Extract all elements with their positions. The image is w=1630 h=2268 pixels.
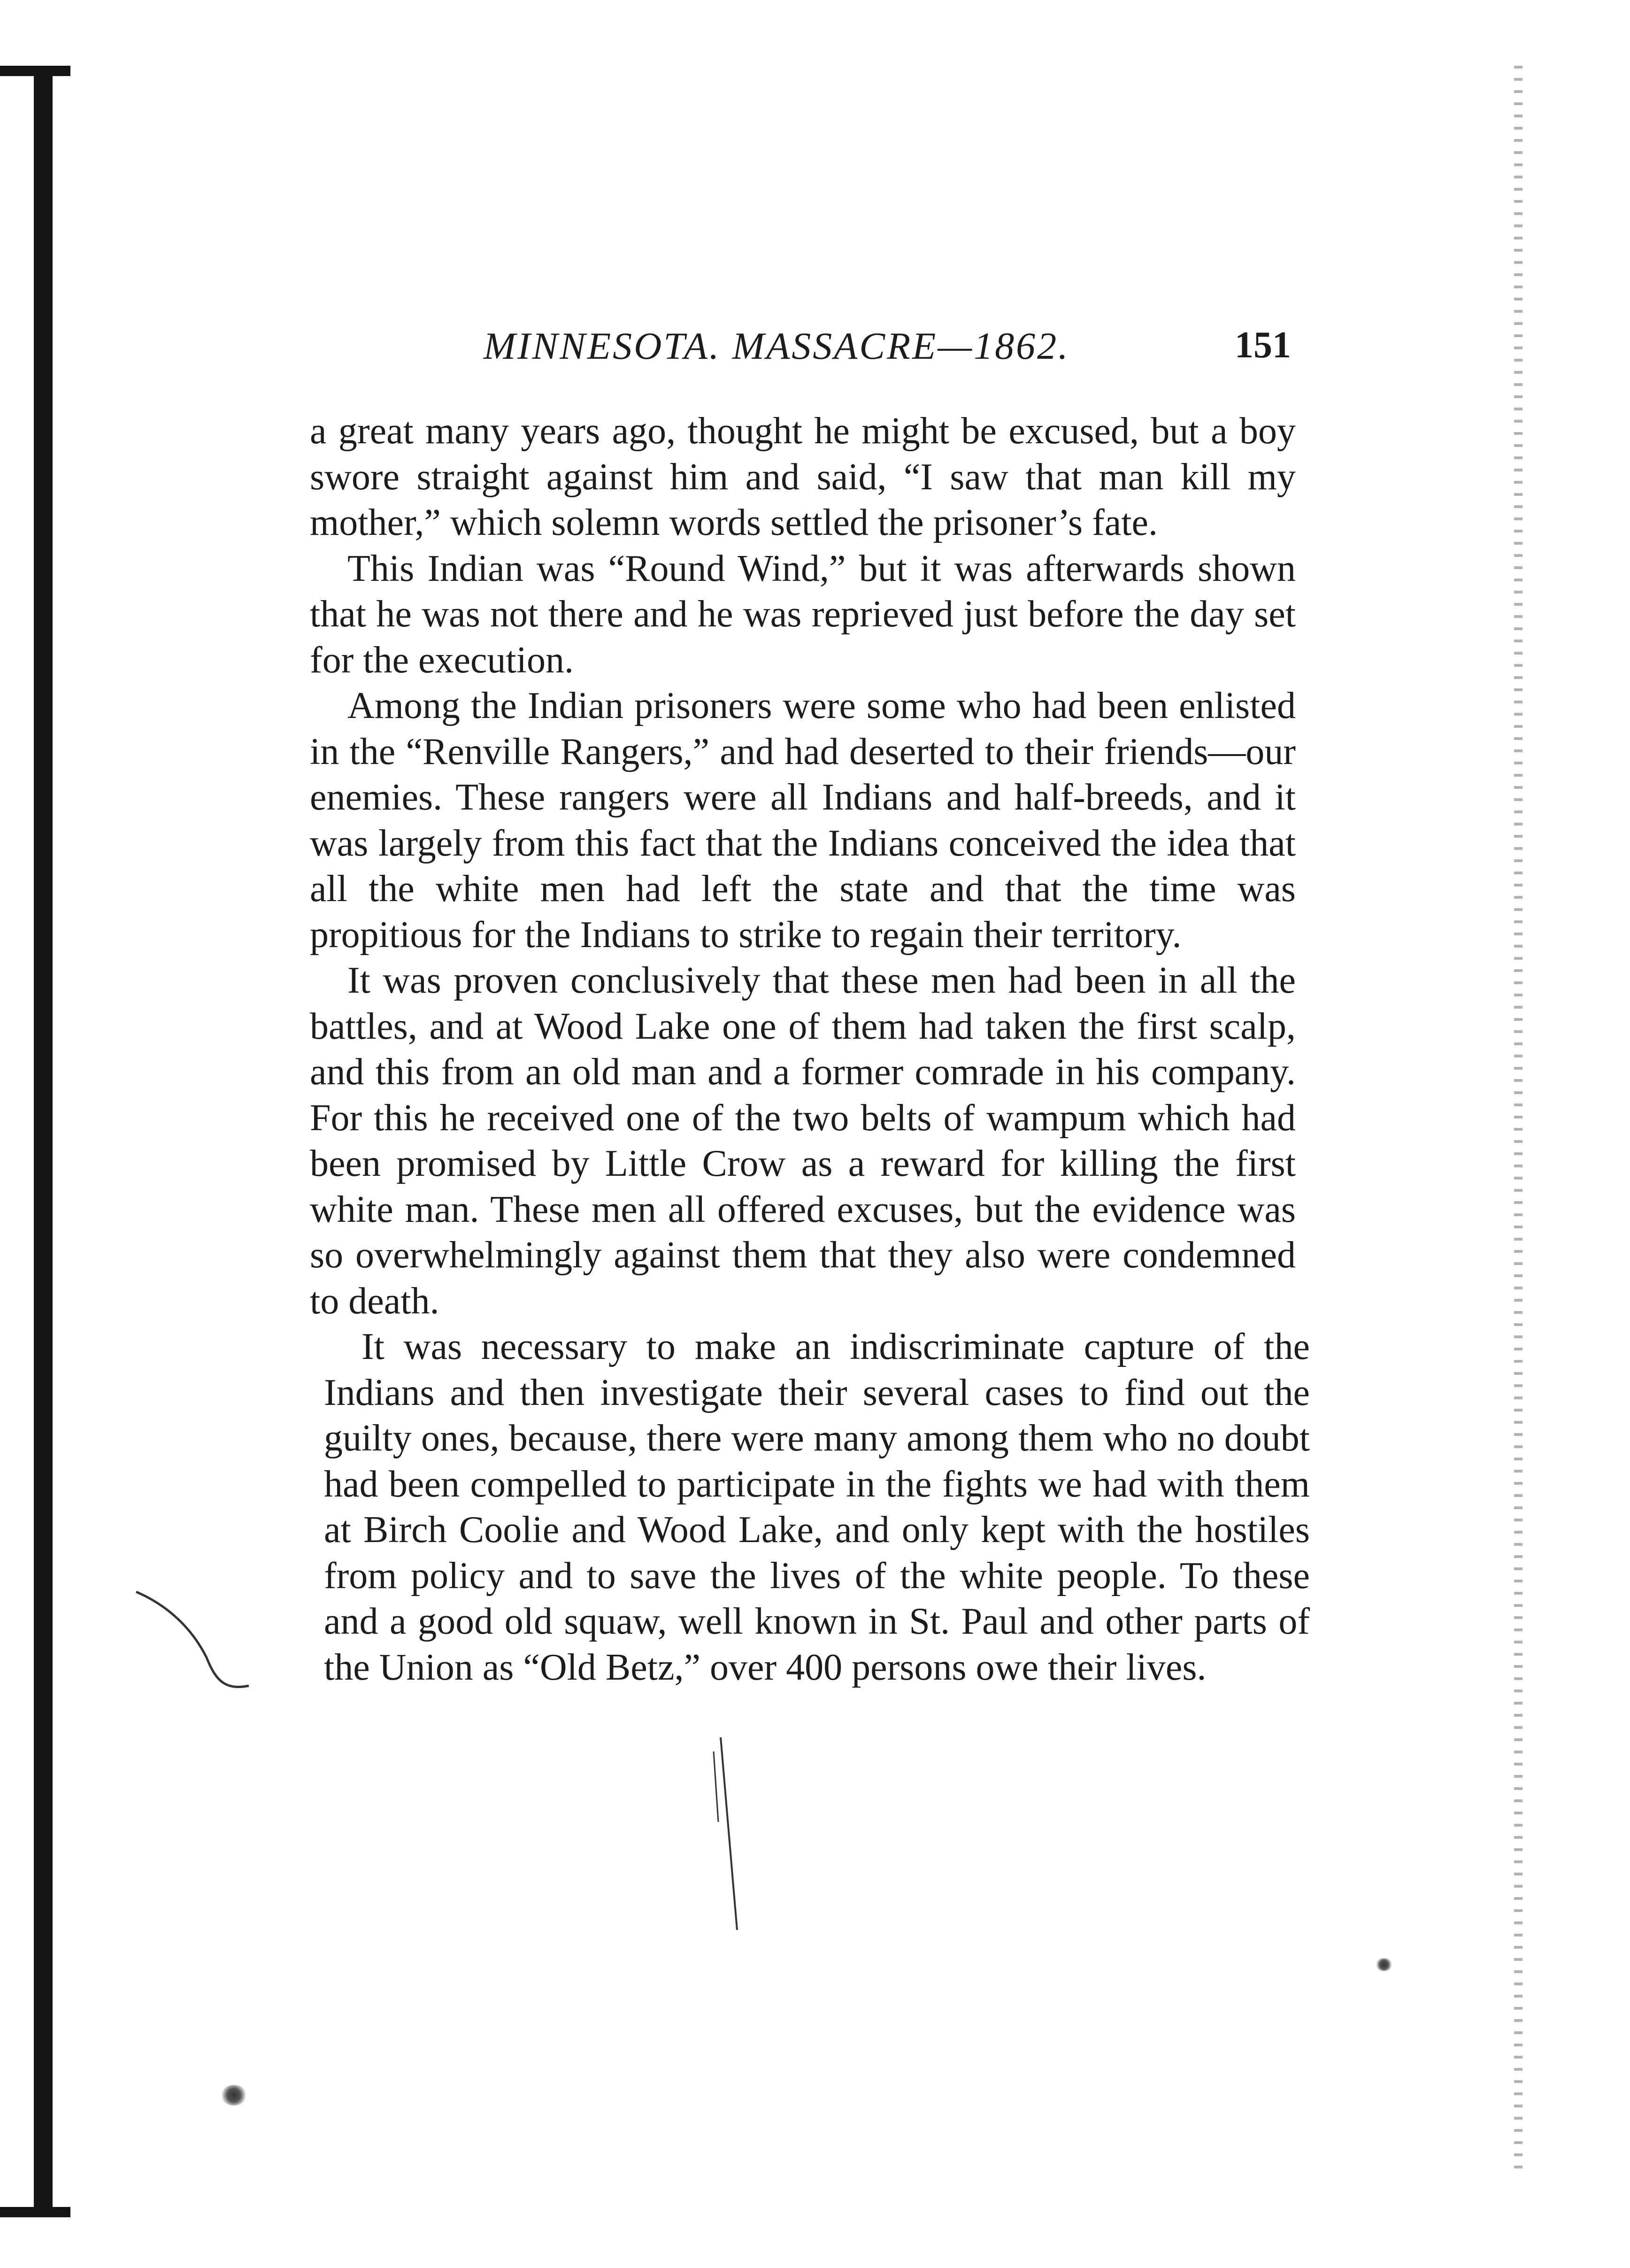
paragraph-2: This Indian was “Round Wind,” but it was afterwards shown that he was not there and he was reprieved just before the day set for the execution. bbox=[310, 548, 1296, 681]
running-head bbox=[484, 324, 1291, 380]
ink-smudge-bottom-left bbox=[221, 2085, 247, 2106]
paragraph-5: It was necessary to make an indiscriminate capture of the Indians and then investigate their several cases to find out the guilty ones, because, there were many among them who no doubt had been compelled to participate in the fights we had with them at Birch Coolie and Wood Lake, and only kept with the hostiles from policy and to save the lives of the white people. To these and a good old squaw, well known in St. Paul and other parts of the Union as “Old Betz,” over 400 persons owe their lives. bbox=[324, 1326, 1310, 1688]
vertical-pencil-line bbox=[721, 1737, 737, 1930]
ink-smudge-bottom-right bbox=[1376, 1958, 1392, 1971]
running-head-title: MINNESOTA. MASSACRE—1862. bbox=[484, 324, 1070, 367]
paragraph-1: a great many years ago, thought he might be excused, but a boy swore straight against him and said, “I saw that man kill my mother,” which solemn words settled the prisoner’s fate. bbox=[310, 410, 1296, 543]
paragraph-4: It was proven conclusively that these men had been in all the battles, and at Wood Lake one of them had taken the first scalp, and this from an old man and a former comrade in his company. For this he received one of the two belts of wampum which had been promised by Little Crow as a reward for killing the first white man. These men all offered excuses, but the evidence was so overwhelmingly against them that they also were condemned to death. bbox=[310, 960, 1296, 1322]
spine-top-cap bbox=[0, 66, 70, 76]
body-text bbox=[310, 409, 1310, 1690]
paragraph-3: Among the Indian prisoners were some who had been enlisted in the “Renville Rangers,” and had deserted to their friends—our enemies. These rangers were all Indians and half-breeds, and it was largely from this fact that the Indians conceived the idea that all the white men had left the state and that the time was propitious for the Indians to strike to regain their territory. bbox=[310, 685, 1296, 956]
page-number: 151 bbox=[1235, 324, 1291, 366]
book-spine-edge bbox=[34, 70, 53, 2212]
pencil-line-lower bbox=[714, 1751, 718, 1822]
spine-bottom-cap bbox=[0, 2207, 70, 2217]
page-right-edge bbox=[1514, 66, 1522, 2169]
margin-bracket-mark bbox=[136, 1592, 249, 1687]
